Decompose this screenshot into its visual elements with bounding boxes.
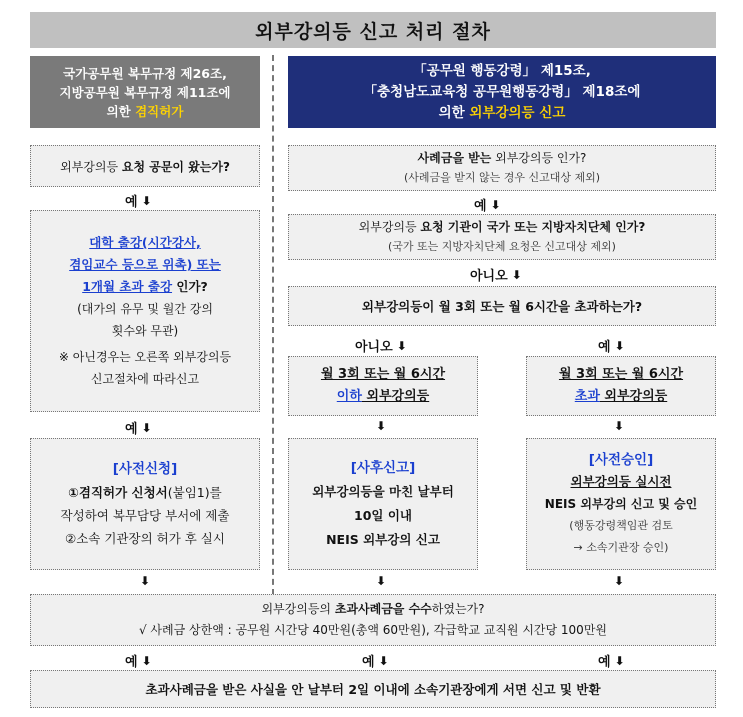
fee-question-bold: 초과사례금을 수수 (334, 602, 432, 616)
left-yes1-text: 예 (125, 195, 138, 210)
arrow-down-icon: ⬇ (141, 653, 152, 668)
post-report-line3: NEIS 외부강의 신고 (326, 532, 440, 547)
center-divider (272, 55, 274, 595)
bottom-yes2-text: 예 (362, 655, 375, 670)
right-q1-bold: 사례금을 받는 (417, 151, 492, 165)
left-header (30, 56, 260, 128)
bottom-yes3-text: 예 (598, 655, 611, 670)
prior-application-line2: 작성하여 복무담당 부서에 제출 (60, 508, 230, 523)
excess-fee-question-line (261, 599, 484, 620)
right-q2-line (359, 218, 646, 237)
above-limit-box (526, 356, 716, 416)
bottom-yes-label-3 (598, 651, 625, 670)
post-report-box (288, 438, 478, 570)
left-university-question (30, 210, 260, 412)
right-q3-text: 외부강의등이 월 3회 또는 월 6시간을 초과하는가? (361, 299, 643, 314)
excess-fee-question (30, 594, 716, 646)
arrow-down-icon: ⬇ (511, 267, 522, 282)
right-no-label-2 (355, 336, 407, 355)
arrow-down-icon: ⬇ (490, 197, 501, 212)
left-q2-line3b: 인가? (172, 279, 208, 294)
arrow-down-icon: ⬇ (141, 420, 152, 435)
fee-question-post: 하였는가? (431, 602, 485, 616)
right-no1-text: 아니오 (470, 269, 508, 284)
left-yes2-text: 예 (125, 422, 138, 437)
left-arrow-to-fee (140, 575, 150, 587)
left-q2-note4: 신고절차에 따라신고 (90, 372, 200, 386)
right-header-line3 (288, 103, 716, 124)
left-q1-bold: 요청 공문이 왔는가? (121, 159, 230, 174)
below-limit-line2 (337, 386, 429, 408)
prior-application-line1 (68, 481, 221, 504)
final-report-box (30, 670, 716, 708)
left-q2-note3: ※ 아닌경우는 오른쪽 외부강의등 (58, 350, 232, 364)
left-header-line2: 지방공무원 복무규정 제11조에 (59, 84, 231, 100)
right-header (288, 56, 716, 128)
left-yes-label-2 (125, 418, 152, 437)
bottom-yes-label-1 (125, 651, 152, 670)
final-report-text: 초과사례금을 받은 사실을 안 날부터 2일 이내에 소속기관장에게 서면 신고 및 반환 (145, 682, 601, 697)
below-limit-line2a: 이하 (336, 389, 362, 404)
left-q2-line2: 겸임교수 등으로 위촉) 또는 (69, 257, 221, 272)
left-header-line3 (30, 102, 260, 121)
arrow-down-icon: ⬇ (614, 338, 625, 353)
right-header-highlight: 외부강의등 신고 (469, 104, 566, 121)
below-limit-line2b: 외부강의등 (361, 389, 430, 404)
above-arrow (614, 420, 624, 432)
prior-approval-note2: → 소속기관장 승인) (573, 541, 669, 554)
below-arrow (376, 420, 386, 432)
above-limit-line2a: 초과 (574, 389, 600, 404)
prior-line1b: (붙임1)를 (167, 485, 222, 500)
arrow-down-icon: ⬇ (376, 574, 387, 588)
right-q2-note: (국가 또는 지방자치단체 요청은 신고대상 제외) (388, 240, 616, 253)
left-header-line1: 국가공무원 복무규정 제26조, (63, 65, 227, 81)
right-yes1-text: 예 (474, 199, 487, 214)
left-q1-pre: 외부강의등 (60, 159, 122, 174)
bottom-yes1-text: 예 (125, 655, 138, 670)
left-header-highlight: 겸직허가 (135, 103, 184, 119)
arrow-down-icon: ⬇ (376, 419, 387, 433)
right-frequency-question (288, 286, 716, 326)
prior-approval-title: [사전승인] (588, 452, 654, 468)
right-agency-question (288, 214, 716, 260)
right-q1-rest: 외부강의등 인가? (491, 151, 587, 165)
below-limit-line1: 월 3회 또는 월 6시간 (320, 367, 446, 382)
arrow-down-icon: ⬇ (141, 193, 152, 208)
bottom-yes-label-2 (362, 651, 389, 670)
fee-limit-note: √ 사례금 상한액 : 공무원 시간당 40만원(총액 60만원), 각급학교 교직원 시간당 100만원 (138, 623, 608, 637)
above-limit-line2 (575, 386, 667, 408)
right-header-line2: 「충청남도교육청 공무원행동강령」 제18조에 (363, 83, 641, 100)
right-fee-question (288, 145, 716, 191)
prior-approval-note1: (행동강령책임관 검토 (569, 519, 673, 532)
approval-arrow-to-fee (614, 575, 624, 587)
post-report-line1: 외부강의등을 마친 날부터 (312, 484, 454, 499)
right-yes-label-1 (474, 195, 501, 214)
right-q1-line (418, 149, 587, 168)
left-q2-line3 (82, 276, 208, 298)
left-request-question (30, 145, 260, 187)
above-limit-line2b: 외부강의등 (599, 389, 668, 404)
left-prior-application (30, 438, 260, 570)
arrow-down-icon: ⬇ (614, 419, 625, 433)
prior-approval-line2: NEIS 외부강의 신고 및 승인 (544, 497, 698, 511)
right-yes-label-2 (598, 336, 625, 355)
right-q2-pre: 외부강의등 (358, 220, 421, 234)
right-q1-note: (사례금을 받지 않는 경우 신고대상 제외) (403, 171, 601, 184)
prior-application-line3: ②소속 기관장의 허가 후 실시 (65, 531, 225, 546)
arrow-down-icon: ⬇ (378, 653, 389, 668)
left-request-question-text (60, 158, 230, 175)
below-limit-box (288, 356, 478, 416)
prior-line1a: ①겸직허가 신청서 (68, 485, 168, 500)
left-q2-note1: (대가의 유무 및 월간 강의 (77, 302, 213, 316)
fee-question-pre: 외부강의등의 (261, 602, 335, 616)
post-report-title: [사후신고] (350, 460, 416, 476)
above-limit-line1: 월 3회 또는 월 6시간 (558, 367, 684, 382)
prior-approval-line1: 외부강의등 실시전 (570, 474, 672, 489)
right-q2-bold: 요청 기관이 국가 또는 지방자치단체 인가? (420, 220, 646, 234)
prior-approval-box (526, 438, 716, 570)
right-header-line3-pre: 의한 (438, 104, 470, 121)
right-no-label-1 (470, 265, 522, 284)
arrow-down-icon: ⬇ (396, 338, 407, 353)
arrow-down-icon: ⬇ (614, 653, 625, 668)
right-no2-text: 아니오 (355, 340, 393, 355)
left-header-line3-pre: 의한 (106, 103, 136, 119)
post-arrow-to-fee (376, 575, 386, 587)
diagram-title: 외부강의등 신고 처리 절차 (30, 12, 716, 48)
arrow-down-icon: ⬇ (140, 574, 151, 588)
right-yes2-text: 예 (598, 340, 611, 355)
left-yes-label-1 (125, 191, 152, 210)
prior-application-title: [사전신청] (112, 461, 178, 477)
right-header-line1: 「공무원 행동강령」 제15조, (413, 62, 591, 79)
left-q2-note2: 횟수와 무관) (111, 324, 179, 338)
left-q2-line3a: 1개월 초과 출강 (82, 279, 173, 294)
post-report-line2: 10일 이내 (354, 508, 412, 523)
left-q2-line1: 대학 출강(시간강사, (89, 235, 201, 250)
arrow-down-icon: ⬇ (614, 574, 625, 588)
